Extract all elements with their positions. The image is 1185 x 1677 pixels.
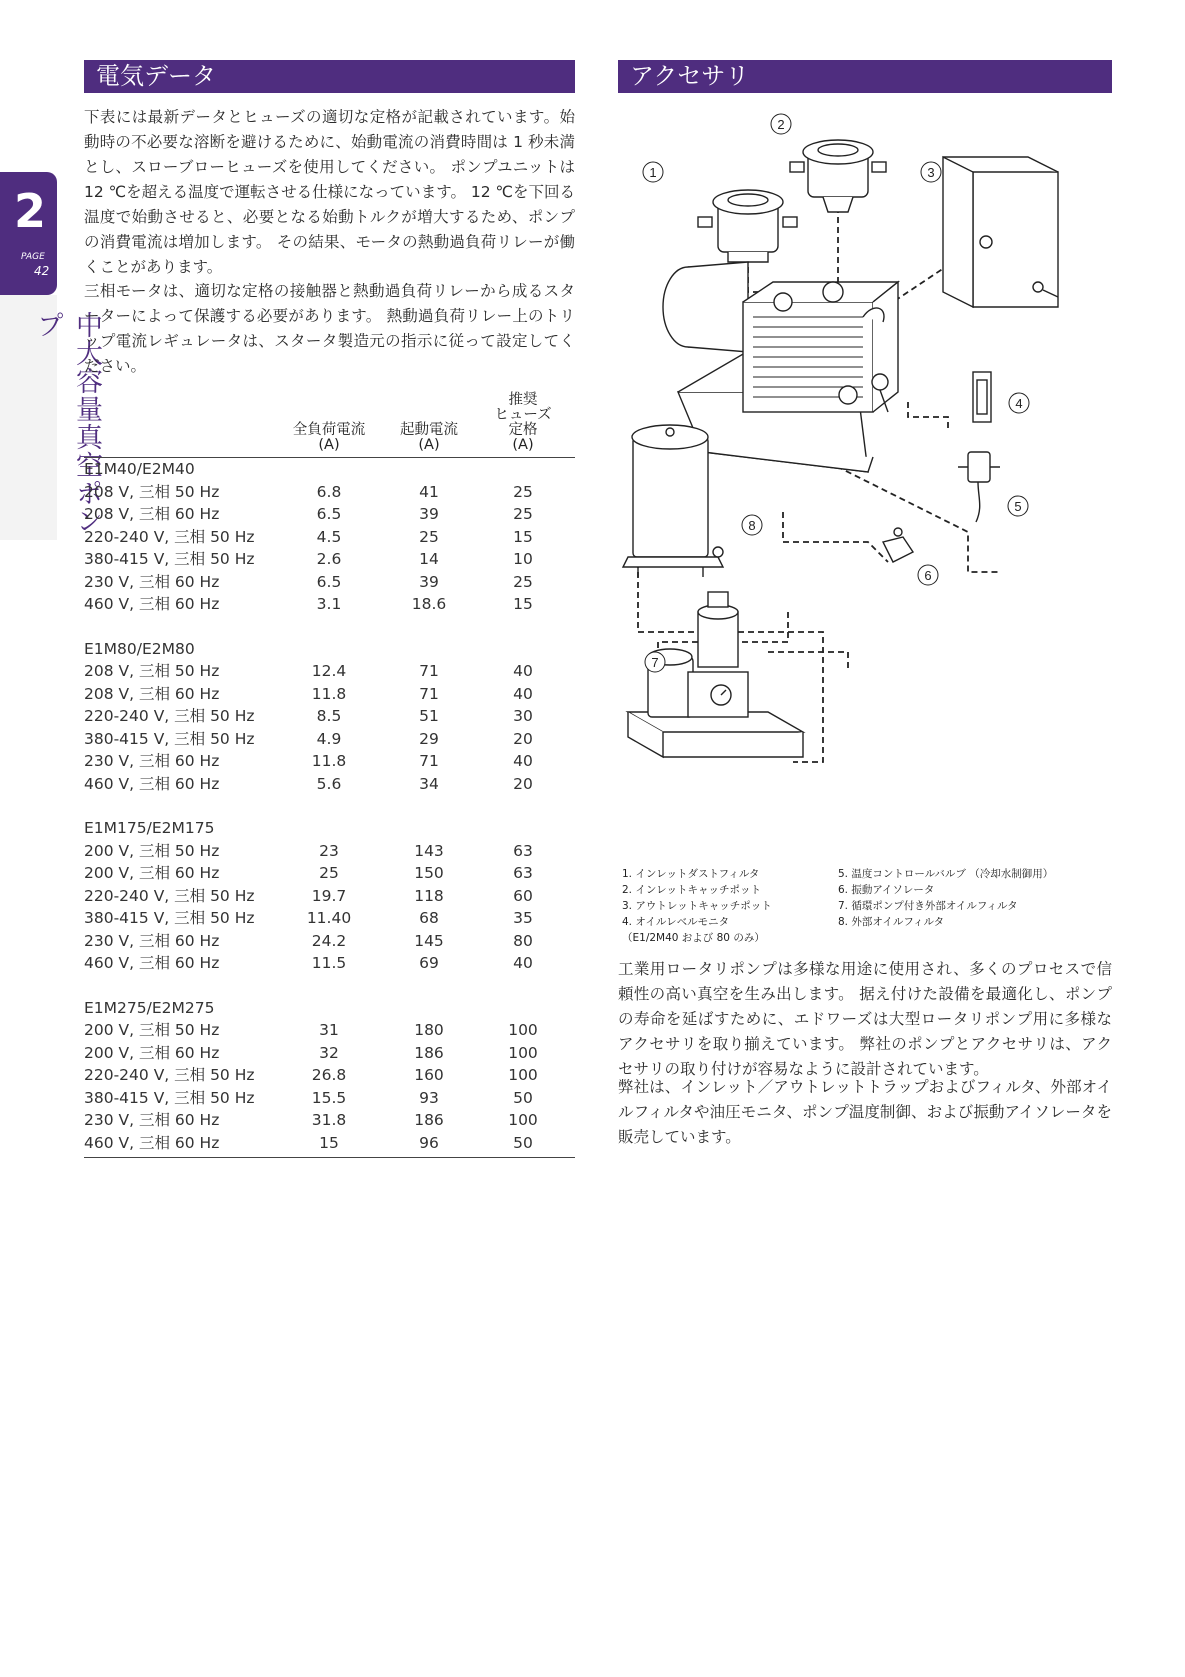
supply-label: 220-240 V, 三相 50 Hz (84, 527, 255, 546)
callout-2 (771, 114, 791, 134)
callout-8-label: 8 (748, 518, 756, 533)
supply-label: 220-240 V, 三相 50 Hz (84, 1066, 255, 1084)
full-load-current: 4.9 (316, 729, 342, 748)
electrical-data-table (84, 388, 575, 1158)
supply-label: 200 V, 三相 50 Hz (84, 841, 220, 860)
starting-current: 118 (414, 886, 444, 905)
legend-item-2: 2. インレットキャッチポット (622, 884, 761, 896)
fuse-rating: 100 (508, 1043, 538, 1062)
starting-current: 39 (419, 505, 439, 523)
table-row (84, 1064, 575, 1087)
full-load-current: 5.6 (316, 774, 342, 793)
table-row (84, 952, 575, 975)
legend-right-column (838, 866, 1053, 930)
full-load-current: 32 (319, 1043, 339, 1062)
starting-current: 145 (414, 931, 444, 950)
model-group-title: E1M275/E2M275 (84, 998, 215, 1017)
supply-label: 230 V, 三相 60 Hz (84, 931, 220, 950)
callout-2-label: 2 (777, 117, 785, 132)
table-row (84, 1042, 575, 1065)
starting-current: 39 (419, 572, 439, 591)
chapter-vertical-title: 中大容量真空ポンプ (32, 311, 102, 535)
legend-item-6: 6. 振動アイソレータ (838, 884, 935, 896)
legend-item-5: 5. 温度コントロールバルブ （冷却水制御用） (838, 868, 1054, 880)
legend-item-7: 7. 循環ポンプ付き外部オイルフィルタ (838, 900, 1018, 912)
supply-label: 208 V, 三相 60 Hz (84, 505, 220, 523)
fuse-rating: 100 (508, 1021, 538, 1039)
callout-3-label: 3 (927, 165, 935, 180)
full-load-current: 6.8 (316, 482, 342, 501)
starting-current: 160 (414, 1066, 444, 1084)
full-load-current: 12.4 (311, 662, 347, 680)
full-load-current: 11.8 (311, 684, 347, 703)
fuse-rating: 35 (513, 909, 533, 927)
inlet-catchpot-drawing (790, 140, 886, 212)
supply-label: 200 V, 三相 50 Hz (84, 1021, 220, 1039)
group-spacer (84, 616, 575, 638)
fuse-rating: 40 (513, 684, 533, 703)
callout-3 (921, 162, 941, 182)
supply-label: 460 V, 三相 60 Hz (84, 595, 220, 613)
legend-item-4: 4. オイルレベルモニタ (622, 916, 730, 928)
supply-label: 380-415 V, 三相 50 Hz (84, 1088, 255, 1107)
full-load-current: 11.5 (311, 954, 347, 972)
fuse-rating-header: 推奨 ヒューズ 定格 (A) (494, 392, 552, 453)
supply-label: 460 V, 三相 60 Hz (84, 954, 220, 972)
fuse-rating: 10 (513, 550, 533, 568)
table-row (84, 593, 575, 616)
callout-1-label: 1 (649, 165, 657, 180)
table-row (84, 548, 575, 571)
supply-label: 220-240 V, 三相 50 Hz (84, 886, 255, 905)
supply-label: 230 V, 三相 60 Hz (84, 572, 220, 591)
table-row (84, 885, 575, 908)
external-oil-filter-drawing (623, 425, 723, 577)
table-row (84, 750, 575, 773)
starting-current: 34 (419, 774, 439, 793)
fuse-rating: 100 (508, 1111, 538, 1129)
starting-current: 71 (419, 752, 439, 770)
full-load-current: 11.40 (306, 909, 352, 927)
fuse-rating: 20 (513, 729, 533, 748)
table-header (84, 388, 575, 458)
chapter-tab (0, 172, 57, 295)
full-load-current: 3.1 (316, 595, 342, 613)
supply-label: 230 V, 三相 60 Hz (84, 752, 220, 770)
full-load-current: 24.2 (311, 931, 347, 950)
full-load-current: 6.5 (316, 572, 342, 591)
vibration-isolator-drawing (883, 528, 913, 562)
callout-4-label: 4 (1015, 396, 1023, 411)
table-row (84, 526, 575, 549)
full-load-current: 15 (319, 1133, 339, 1152)
full-load-current: 11.8 (311, 752, 347, 770)
full-load-current: 4.5 (316, 527, 342, 546)
callout-7-label: 7 (651, 655, 659, 670)
starting-current: 186 (414, 1111, 444, 1129)
table-row (84, 1109, 575, 1132)
legend-item-8: 8. 外部オイルフィルタ (838, 916, 945, 928)
accessories-heading: アクセサリ (618, 60, 1112, 93)
starting-current: 41 (419, 482, 439, 501)
legend-item-3: 3. アウトレットキャッチポット (622, 900, 772, 912)
fuse-rating: 15 (513, 595, 533, 613)
full-load-current: 15.5 (311, 1088, 347, 1107)
motor-protection-paragraph: 三相モータは、適切な定格の接触器と熱動過負荷リレーから成るスターターによって保護する必要があります。 熱動過負荷リレー上のトリップ電流レギュレータは、スタータ製造元の指示に従って設定してください。 (84, 282, 575, 375)
table-row (84, 862, 575, 885)
starting-current: 14 (419, 550, 439, 568)
table-row (84, 840, 575, 863)
legend-item-4-note: （E1/2M40 および 80 のみ） (622, 932, 765, 944)
full-load-current: 6.5 (316, 505, 342, 523)
electrical-intro-paragraph: 下表には最新データとヒューズの適切な定格が記載されています。始動時の不必要な溶断を避けるために、始動電流の消費時間は 1 秒未満とし、スローブローヒューズを使用してください。 ポンプユニットは 12 ℃を超える温度で運転させる仕様になっています。 12 ℃を下回る温度で始動させると、必要となる始動トルクが増大するため、ポンプの消費電流は増加します。 その結果、モータの熱動過負荷リレーが働くことがあります。 (84, 108, 575, 276)
starting-current: 150 (414, 864, 444, 882)
starting-current: 143 (414, 841, 444, 860)
supply-label: 208 V, 三相 50 Hz (84, 662, 220, 680)
table-row (84, 930, 575, 953)
fuse-rating: 63 (513, 841, 533, 860)
fuse-rating: 80 (513, 931, 533, 950)
callout-5 (1008, 496, 1028, 516)
fuse-rating: 40 (513, 662, 533, 680)
table-body (84, 458, 575, 1154)
table-bottom-rule (84, 1157, 575, 1158)
chapter-title-strip (0, 295, 102, 540)
supply-label: 208 V, 三相 50 Hz (84, 482, 220, 501)
supply-label: 380-415 V, 三相 50 Hz (84, 909, 255, 927)
starting-current: 18.6 (411, 595, 447, 613)
accessories-diagram (618, 112, 1108, 852)
full-load-current: 23 (319, 841, 339, 860)
fuse-rating: 40 (513, 752, 533, 770)
callout-4 (1009, 393, 1029, 413)
fuse-rating: 50 (513, 1133, 533, 1152)
supply-label: 460 V, 三相 60 Hz (84, 1133, 220, 1152)
supply-label: 380-415 V, 三相 50 Hz (84, 729, 255, 748)
starting-current-header: 起動電流 (A) (400, 422, 458, 453)
table-row (84, 728, 575, 751)
supply-label: 380-415 V, 三相 50 Hz (84, 550, 255, 568)
full-load-current: 19.7 (311, 886, 347, 905)
table-row (84, 1132, 575, 1155)
starting-current: 29 (419, 729, 439, 748)
temperature-control-valve-drawing (958, 452, 1000, 522)
starting-current: 68 (419, 909, 439, 927)
starting-current: 93 (419, 1088, 439, 1107)
table-row (84, 571, 575, 594)
supply-label: 208 V, 三相 60 Hz (84, 684, 220, 703)
table-row (84, 773, 575, 796)
starting-current: 71 (419, 662, 439, 680)
accessories-products-paragraph: 弊社は、インレット／アウトレットトラップおよびフィルタ、外部オイルフィルタや油圧モニタ、ポンプ温度制御、および振動アイソレータを販売しています。 (618, 1078, 1112, 1146)
page-label: PAGE (21, 252, 45, 262)
starting-current: 69 (419, 954, 439, 972)
full-load-current: 2.6 (316, 550, 342, 568)
model-group-title: E1M175/E2M175 (84, 819, 215, 837)
table-row (84, 705, 575, 728)
fuse-rating: 25 (513, 482, 533, 501)
model-group-title: E1M40/E2M40 (84, 460, 195, 478)
chapter-number: 2 (14, 184, 47, 238)
full-load-current: 8.5 (316, 707, 342, 725)
legend-item-1: 1. インレットダストフィルタ (622, 868, 760, 880)
fuse-rating: 15 (513, 527, 533, 546)
table-row (84, 1019, 575, 1042)
model-group-title: E1M80/E2M80 (84, 639, 195, 658)
supply-label: 230 V, 三相 60 Hz (84, 1111, 220, 1129)
fuse-rating: 40 (513, 954, 533, 972)
table-row (84, 907, 575, 930)
full-load-current: 31 (319, 1021, 339, 1039)
full-load-current: 31.8 (311, 1111, 347, 1129)
supply-label: 200 V, 三相 60 Hz (84, 864, 220, 882)
supply-label: 200 V, 三相 60 Hz (84, 1043, 220, 1062)
fuse-rating: 25 (513, 505, 533, 523)
group-spacer (84, 975, 575, 997)
fuse-rating: 30 (513, 707, 533, 725)
starting-current: 51 (419, 707, 439, 725)
full-load-current: 25 (319, 864, 339, 882)
callout-6 (918, 565, 938, 585)
oil-level-monitor-drawing (973, 372, 991, 422)
starting-current: 71 (419, 684, 439, 703)
table-row (84, 481, 575, 504)
starting-current: 180 (414, 1021, 444, 1039)
inlet-dust-filter-drawing (698, 190, 797, 262)
accessories-intro-paragraph: 工業用ロータリポンプは多様な用途に使用され、多くのプロセスで信頼性の高い真空を生み出します。 据え付けた設備を最適化し、ポンプの寿命を延ばすために、エドワーズは大型ロータリポンプ用に多様なアクセサリを取り揃えています。 弊社のポンプとアクセサリは、アクセサリの取り付けが容易なように設計されています。 (618, 960, 1112, 1078)
outlet-catchpot-drawing (943, 157, 1058, 307)
callout-8 (742, 515, 762, 535)
callout-5-label: 5 (1014, 499, 1022, 514)
page-number: 42 (34, 264, 50, 278)
supply-label: 220-240 V, 三相 50 Hz (84, 707, 255, 725)
table-row (84, 660, 575, 683)
fuse-rating: 25 (513, 572, 533, 591)
fuse-rating: 20 (513, 774, 533, 793)
callout-1 (643, 162, 663, 182)
starting-current: 96 (419, 1133, 439, 1152)
supply-label: 460 V, 三相 60 Hz (84, 774, 220, 793)
table-row (84, 503, 575, 526)
table-row (84, 683, 575, 706)
fuse-rating: 63 (513, 864, 533, 882)
table-row (84, 1087, 575, 1110)
legend-left-column (622, 866, 772, 946)
electrical-data-heading: 電気データ (84, 60, 575, 93)
circulating-pump-filter-drawing (628, 592, 803, 757)
fuse-rating: 100 (508, 1066, 538, 1084)
full-load-current: 26.8 (311, 1066, 347, 1084)
group-spacer (84, 795, 575, 817)
fuse-rating: 50 (513, 1088, 533, 1107)
starting-current: 25 (419, 527, 439, 546)
callout-7 (645, 652, 665, 672)
full-load-current-header: 全負荷電流 (A) (292, 422, 366, 453)
starting-current: 186 (414, 1043, 444, 1062)
callout-6-label: 6 (924, 568, 932, 583)
fuse-rating: 60 (513, 886, 533, 905)
